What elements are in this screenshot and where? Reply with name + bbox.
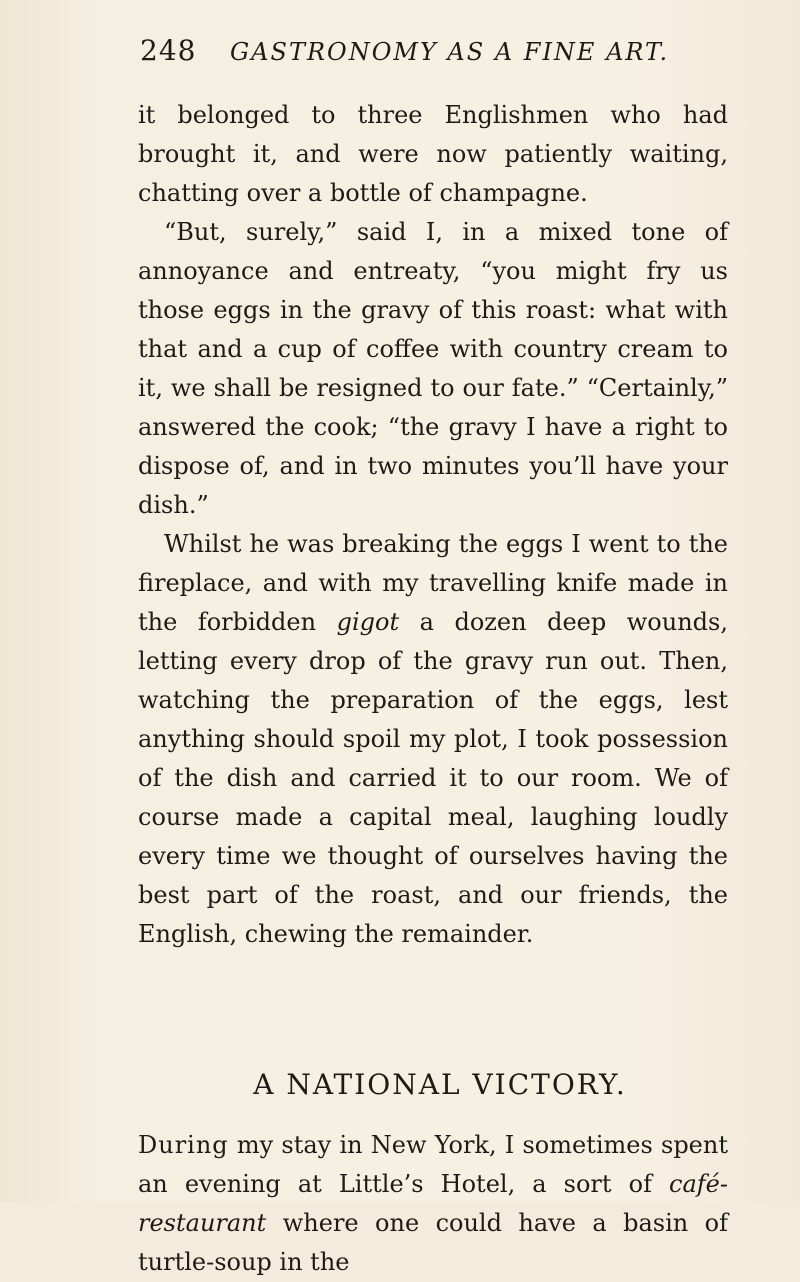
- paragraph-3-start: Whilst he was breaking the eggs I went to the fireplace, and with my travelling knife made in the forbidden: [138, 530, 728, 636]
- page-number: 248: [140, 34, 197, 67]
- section-text-end: where one could have a basin of turtle-soup in the: [138, 1209, 728, 1276]
- paragraph-3-end: a dozen deep wounds, letting every drop of the gravy run out. Then, watching the preparation of the eggs, lest anything should spoil my plot, I took possession of the dish and carried it to our room. We of course made a capital meal, laughing loudly every time we thought of ourselves having the best part of the roast, and our friends, the English, chewing the remainder.: [138, 608, 728, 948]
- page-header: [140, 34, 700, 84]
- paragraph-3: [138, 525, 728, 954]
- section-opening-text: [138, 1126, 728, 1282]
- opening-word: During: [138, 1131, 229, 1159]
- main-text: [138, 96, 728, 954]
- paragraph-2: “But, surely,” said I, in a mixed tone of annoyance and entreaty, “you might fry us those eggs in the gravy of this roast: what with that and a cup of coffee with country cream to it, we shall be resigned to our fate.” “Certainly,” answered the cook; “the gravy I have a right to dispose of, and in two minutes you’ll have your dish.”: [138, 218, 728, 519]
- section-title: A NATIONAL VICTORY.: [253, 1068, 627, 1101]
- cafe-restaurant-word: café-restaurant: [138, 1170, 728, 1237]
- paragraph-1: it belonged to three Englishmen who had brought it, and were now patiently waiting, chatting over a bottle of champagne.: [138, 101, 728, 207]
- running-head: GASTRONOMY AS A FINE ART.: [230, 38, 670, 66]
- gigot-word: gigot: [336, 608, 400, 636]
- section-text-start: my stay in New York, I sometimes spent an evening at Little’s Hotel, a sort of: [138, 1131, 728, 1198]
